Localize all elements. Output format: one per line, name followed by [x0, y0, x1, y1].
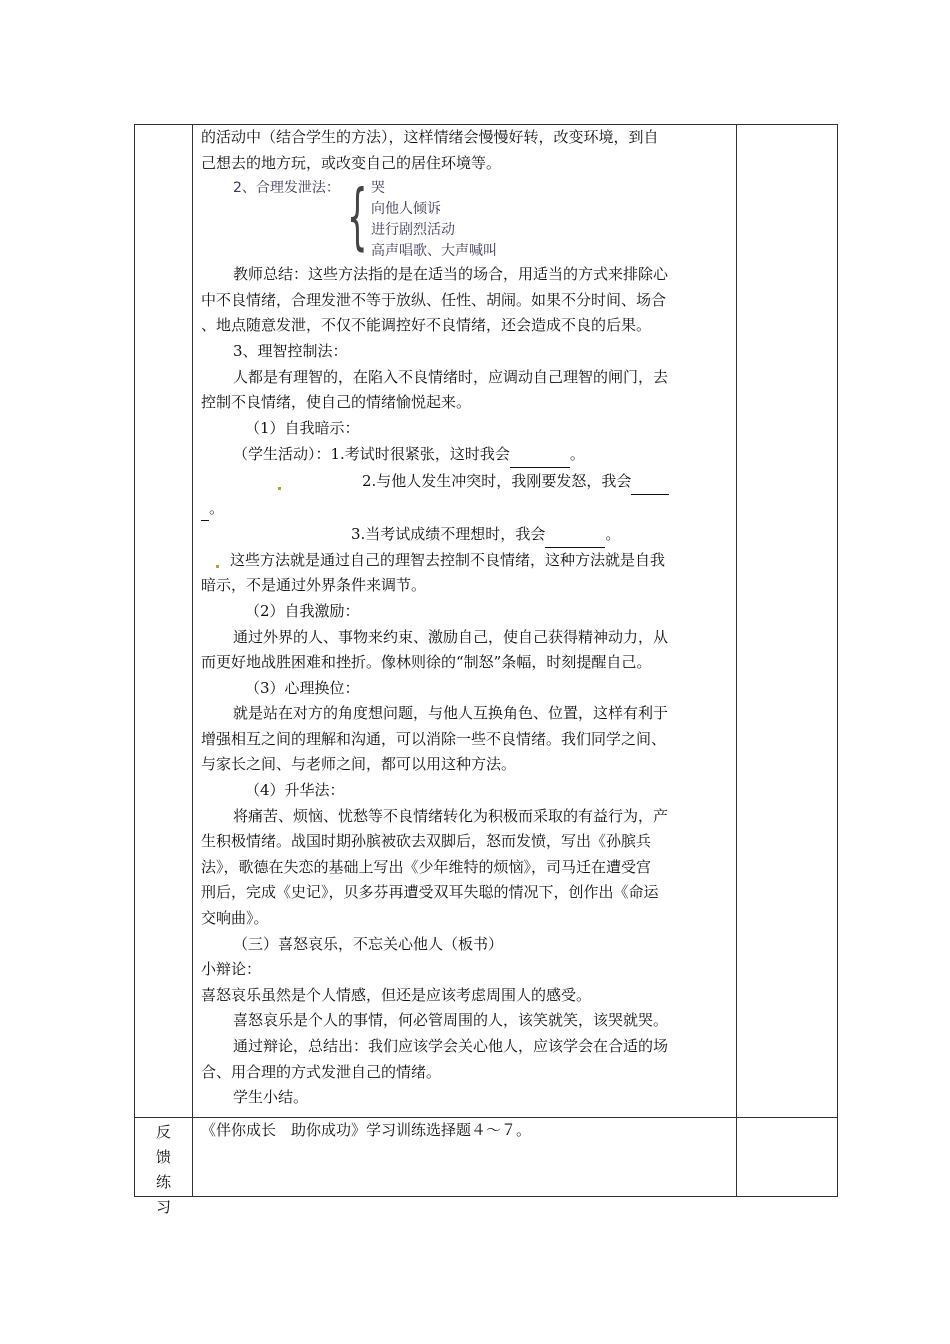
label-char: 反 — [155, 1122, 171, 1141]
paragraph-line: 通过辩论，总结出：我们应该学会关心他人，应该学会在合适的场 — [233, 1037, 669, 1055]
paragraph-line: 增强相互之间的理解和沟通，可以消除一些不良情绪。我们同学之间、 — [201, 729, 667, 748]
paragraph-line: 交响曲》。 — [201, 909, 269, 928]
student-activity-line — [201, 521, 730, 548]
section-heading: （三）喜怒哀乐，不忘关心他人（板书） — [233, 934, 504, 953]
paragraph-line: 刑后，完成《史记》，贝多芬再遭受双耳失聪的情况下，创作出《命运 — [201, 883, 659, 902]
subsection-heading: （3）心理换位： — [245, 678, 360, 697]
paragraph-line: 与家长之间、与老师之间，都可以用这种方法。 — [201, 755, 517, 774]
vent-item: 进行剧烈活动 — [371, 222, 455, 239]
subsection-heading: （4）升华法： — [245, 781, 345, 800]
student-activity-line — [201, 441, 730, 468]
feedback-text: 《伴你成长 助你成功》学习训练选择题４～７。 — [201, 1120, 532, 1139]
feedback-row — [135, 1117, 837, 1216]
paragraph-line: 而更好地战胜困难和挫折。像林则徐的“制怒”条幅，时刻提醒自己。 — [201, 653, 652, 672]
paragraph-line: 中不良情绪，合理发泄不等于放纵、任性、胡闹。如果不分时间、场合 — [201, 290, 667, 309]
paragraph-line: 人都是有理智的，在陷入不良情绪时，应调动自己理智的闸门，去 — [233, 367, 669, 386]
label-char: 馈 — [155, 1147, 171, 1166]
activity-end: 。 — [569, 445, 585, 464]
teaching-process-row — [135, 125, 837, 1117]
answer-blank — [201, 495, 209, 522]
vent-item: 高声唱歌、大声喊叫 — [371, 243, 497, 260]
paragraph-line: 、地点随意发泄，不仅不能调控好不良情绪，还会造成不良的后果。 — [201, 316, 652, 335]
student-activity-line — [201, 495, 730, 522]
activity-text: 3.当考试成绩不理想时，我会 — [351, 525, 546, 544]
lesson-content-cell — [193, 125, 737, 1117]
paragraph-line: 暗示，不是通过外界条件来调节。 — [201, 576, 427, 595]
paragraph-line: 将痛苦、烦恼、忧愁等不良情绪转化为积极而采取的有益行为，产 — [233, 806, 669, 825]
notes-cell — [737, 125, 836, 1117]
paragraph-line: 教师总结：这些方法指的是在适当的场合，用适当的方式来排除心 — [233, 265, 669, 284]
label-char: 练 — [155, 1172, 171, 1191]
speck-mark — [216, 565, 219, 568]
subsection-heading: （2）自我激励： — [245, 601, 360, 620]
paragraph-line: 通过外界的人、事物来约束、激励自己，使自己获得精神动力，从 — [233, 627, 669, 646]
paragraph-text: 这些方法就是通过自己的理智去控制不良情绪，这种方法就是自我 — [230, 550, 666, 569]
activity-text: 2.与他人发生冲突时，我刚要发怒，我会 — [362, 471, 632, 490]
vent-item: 哭 — [371, 180, 385, 197]
student-activity-line — [201, 468, 730, 495]
notes-cell — [737, 1118, 836, 1196]
feedback-content-cell — [193, 1118, 737, 1196]
label-char: 习 — [155, 1197, 171, 1216]
speck-mark — [278, 487, 281, 490]
answer-blank — [631, 468, 669, 495]
debate-pro: 喜怒哀乐虽然是个人情感，但还是应该考虑周围人的感受。 — [201, 985, 592, 1004]
activity-text: （学生活动）：1.考试时很紧张，这时我会 — [233, 445, 510, 464]
answer-blank — [510, 441, 570, 468]
feedback-label — [135, 1118, 193, 1216]
paragraph-line: 控制不良情绪，使自己的情绪愉悦起来。 — [201, 393, 472, 412]
row-label-cell — [135, 125, 193, 1117]
section-heading: 3、理智控制法： — [233, 341, 348, 360]
vent-item: 向他人倾诉 — [371, 201, 441, 218]
vent-method-diagram — [201, 176, 730, 262]
vent-method-label: 2、合理发泄法： — [233, 180, 340, 197]
paragraph-line: 生积极情绪。战国时期孙膑被砍去双脚后，怒而发愤，写出《孙膑兵 — [201, 832, 652, 851]
subsection-heading: （1）自我暗示： — [245, 418, 360, 437]
paragraph-line: 就是站在对方的角度想问题，与他人互换角色、位置，这样有利于 — [233, 704, 669, 723]
paragraph-line: 的活动中（结合学生的方法），这样情绪会慢慢好转，改变环境，到自 — [201, 128, 659, 146]
debate-label: 小辩论： — [201, 960, 262, 979]
paragraph-line: 己想去的地方玩，或改变自己的居住环境等。 — [201, 153, 502, 172]
debate-con: 喜怒哀乐是个人的事情，何必管周围的人，该笑就笑，该哭就哭。 — [233, 1011, 669, 1030]
lesson-table — [134, 124, 838, 1216]
activity-end: 。 — [209, 498, 225, 517]
paragraph-line: 合、用合理的方式发泄自己的情绪。 — [201, 1062, 442, 1081]
answer-blank — [545, 521, 605, 548]
brace-icon: { — [347, 174, 368, 259]
student-summary: 学生小结。 — [233, 1088, 309, 1107]
paragraph-line: 法》，歌德在失恋的基础上写出《少年维特的烦恼》，司马迁在遭受宫 — [201, 857, 652, 876]
activity-end: 。 — [605, 525, 621, 544]
paragraph-line — [201, 548, 730, 574]
